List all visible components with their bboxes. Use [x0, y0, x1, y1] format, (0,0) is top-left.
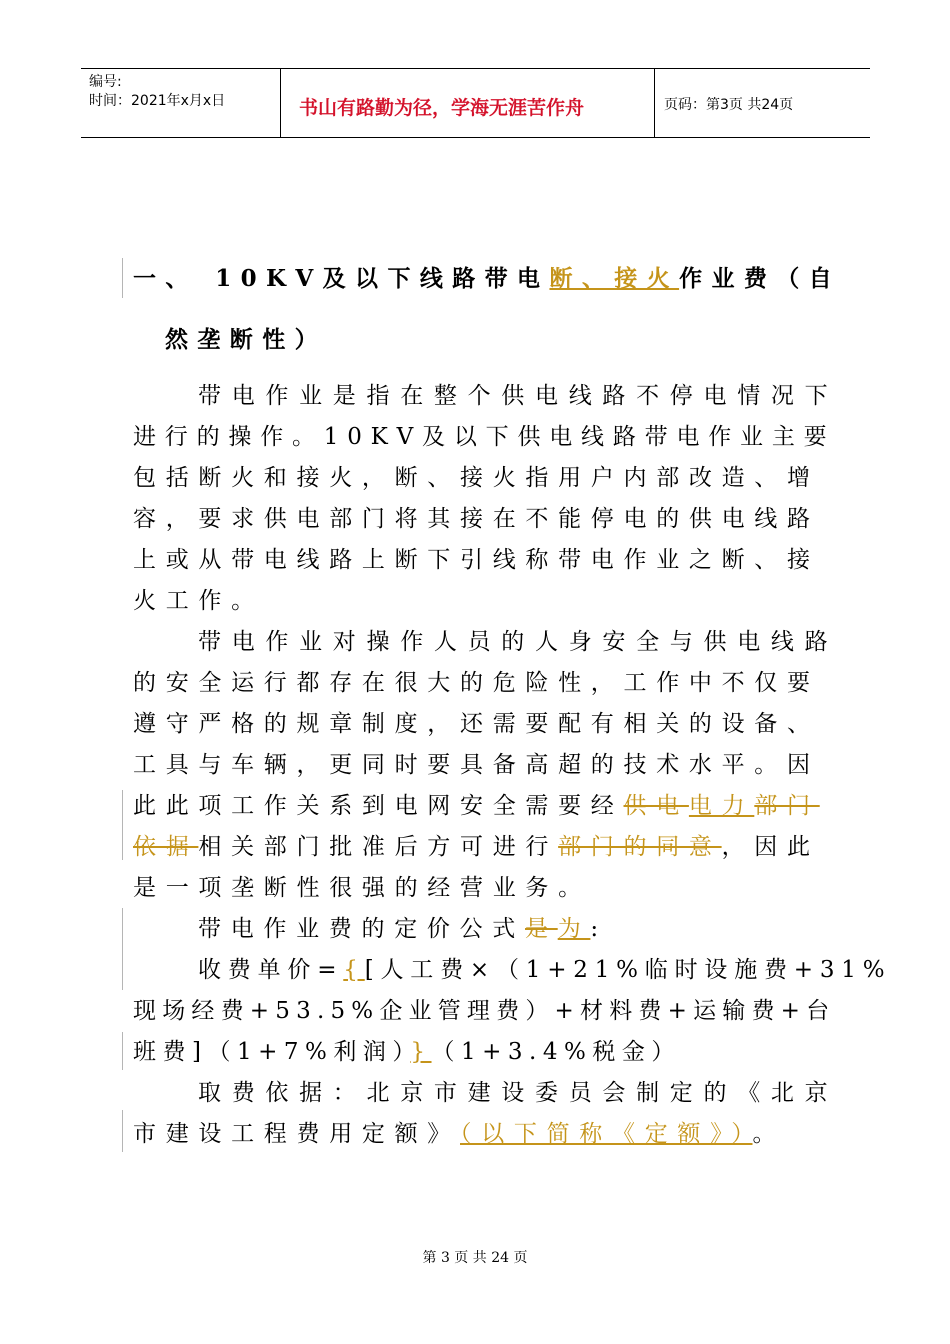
paragraph-line	[198, 911, 608, 947]
page-code: 页码：第3页 共24页	[664, 97, 794, 113]
line-text: 带电作业费的定价公式	[198, 916, 525, 942]
line-text: 相关部门批准后方可进行	[198, 834, 559, 860]
paragraph-line	[133, 1116, 785, 1152]
line-text: 市建设工程费用定额》	[133, 1121, 460, 1147]
inserted-text: {	[343, 957, 365, 983]
paragraph-line	[133, 542, 820, 578]
line-text: 带电作业是指在整个供电线路不停电情况下	[198, 383, 839, 409]
page-footer: 第 3 页 共 24 页	[422, 1250, 528, 1266]
line-text: 上或从带电线路上断下引线称带电作业之断、接	[133, 547, 820, 573]
section-heading-line-1	[133, 261, 841, 297]
paragraph-line	[133, 747, 820, 783]
page-header	[81, 68, 870, 138]
line-text: 。	[752, 1121, 786, 1147]
paragraph-line	[198, 624, 838, 660]
line-text: 收费单价=	[198, 957, 344, 983]
time-label: 时间：2021年x月x日	[89, 93, 226, 109]
line-text: 班费]（1+7%利润）	[133, 1039, 411, 1065]
line-text: 工具与车辆，更同时要具备高超的技术水平。因	[133, 752, 820, 778]
line-text: （1+3.4%税金）	[431, 1039, 681, 1065]
line-text: 取费依据：北京市建设委员会制定的《北京	[198, 1080, 839, 1106]
paragraph-line	[133, 788, 820, 824]
header-page-cell	[655, 69, 870, 137]
deleted-text: 依据	[133, 834, 199, 860]
inserted-text: }	[410, 1039, 432, 1065]
line-text: 现场经费+53.5%企业管理费）+材料费+运输费+台	[133, 998, 836, 1024]
change-bar	[122, 790, 123, 860]
paragraph-line	[133, 665, 820, 701]
line-text: 容，要求供电部门将其接在不能停电的供电线路	[133, 506, 820, 532]
paragraph-line	[133, 419, 835, 455]
change-bar	[122, 1032, 123, 1070]
heading-text: 作业费（自	[679, 265, 842, 292]
line-text: 遵守严格的规章制度，还需要配有相关的设备、	[133, 711, 820, 737]
deleted-text: 部门	[754, 793, 820, 819]
number-label: 编号:	[89, 74, 122, 90]
change-bar	[122, 908, 123, 990]
deleted-text: 是	[525, 916, 558, 942]
inserted-text: 电力	[688, 793, 755, 819]
paragraph-line	[133, 583, 264, 619]
line-text: 包括断火和接火，断、接火指用户内部改造、增	[133, 465, 820, 491]
formula-line	[133, 993, 835, 1029]
inserted-text: 断、接火	[549, 265, 680, 292]
line-text: 进行的操作。10KV及以下供电线路带电作业主要	[133, 424, 836, 450]
formula-line	[133, 1034, 681, 1070]
paragraph-line	[133, 870, 591, 906]
section-heading-line-2	[165, 322, 327, 358]
header-motto-cell	[281, 69, 655, 137]
change-bar	[122, 1110, 123, 1152]
line-text: ，因此	[721, 834, 820, 860]
paragraph-line	[198, 378, 838, 414]
line-text: 带电作业对操作人员的人身安全与供电线路	[198, 629, 839, 655]
heading-text: 一、 10KV及以下线路带电	[133, 265, 550, 292]
line-text: :	[590, 916, 608, 942]
header-info-cell	[81, 69, 281, 137]
paragraph-line	[198, 1075, 838, 1111]
inserted-text: （以下简称《定额》）	[460, 1121, 753, 1147]
paragraph-line	[133, 829, 820, 865]
paragraph-line	[133, 501, 820, 537]
deleted-text: 供电	[623, 793, 689, 819]
line-text: 是一项垄断性很强的经营业务。	[133, 875, 591, 901]
deleted-text: 部门的同意	[558, 834, 722, 860]
change-bar	[122, 258, 123, 298]
heading-text: 然垄断性）	[165, 326, 327, 353]
line-text: 火工作。	[133, 588, 264, 614]
paragraph-line	[133, 706, 820, 742]
inserted-text: 为	[557, 916, 591, 942]
formula-line	[198, 952, 891, 988]
line-text: 的安全运行都存在很大的危险性，工作中不仅要	[133, 670, 820, 696]
line-text: 此此项工作关系到电网安全需要经	[133, 793, 624, 819]
motto-text: 书山有路勤为径，学海无涯苦作舟	[299, 97, 585, 119]
line-text: [人工费×（1+21%临时设施费+31%	[364, 957, 892, 983]
paragraph-line	[133, 460, 820, 496]
